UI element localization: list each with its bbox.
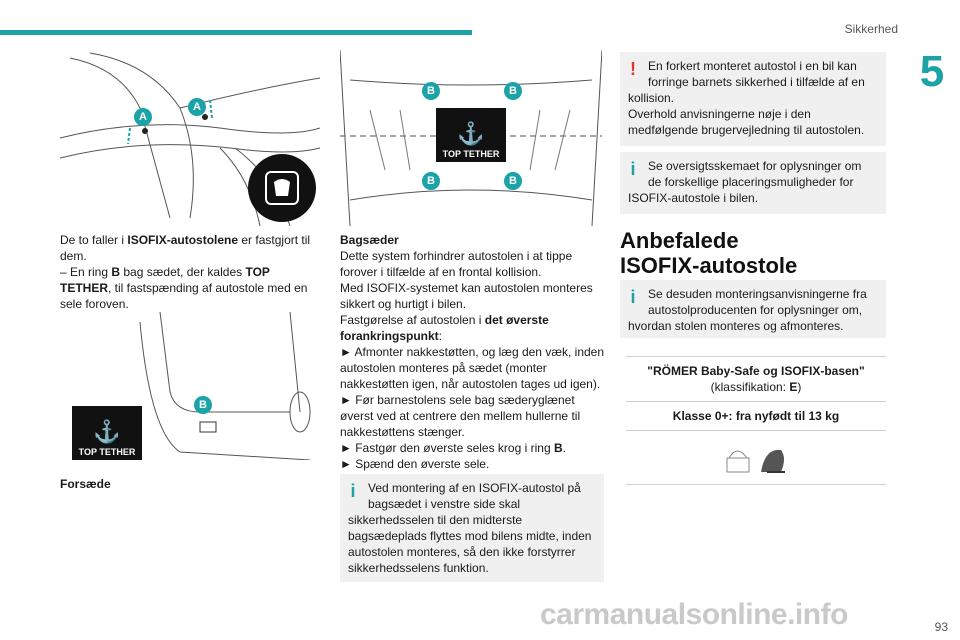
- header-accent-bar: [0, 30, 472, 35]
- ring-b-marker-top-right: B: [504, 82, 522, 100]
- step-4: ► Spænd den øverste sele.: [340, 457, 490, 471]
- manufacturer-info-box: i Se desuden monteringsanvisningerne fra autostolproducenten for oplysninger om, hvordan stolen monteres og afmonteres.: [620, 280, 886, 338]
- anchor-a-marker-right: A: [188, 98, 206, 116]
- watermark: carmanualsonline.info: [540, 598, 848, 631]
- table-image-row: [626, 431, 886, 485]
- warning-box: ! En forkert monteret autostol i en bil kan forringe barnets sikkerhed i tilfælde af en kollision. Overhold anvisningerne nøje i den medfølgende brugervejledning til autostolen.: [620, 52, 886, 146]
- anchor-a-point-left: [142, 128, 148, 134]
- seatbelt-info-box: i Ved montering af en ISOFIX-autostol på bagsædet i venstre side skal sikkerhedsselen til den midterste bagsædeplads flyttes mod bilens midte, inden autostolen monteres, så den ikke forstyrrer sikkerhedsselens funktion.: [340, 474, 604, 582]
- rear-seats-line-3: Fastgørelse af autostolen i det øverste forankringspunkt:: [340, 313, 549, 343]
- anchor-icon: ⚓: [457, 121, 485, 146]
- isofix-rings-paragraph: De to faller i ISOFIX-autostolene er fastgjort til dem.: [60, 233, 311, 263]
- step-1: ► Afmonter nakkestøtten, og læg den væk, inden autostolen monteres på sædet (monter nakkestøtten igen, når autostolen tages ud igen).: [340, 345, 605, 391]
- rear-seats-isofix-illustration: [340, 50, 602, 226]
- middle-text: [340, 232, 606, 472]
- ring-b-marker-bottom-left: B: [422, 172, 440, 190]
- info-icon: i: [630, 287, 636, 307]
- warning-icon: !: [630, 59, 636, 79]
- rear-seats-line-2: Med ISOFIX-systemet kan autostolen monteres sikkert og hurtigt i bilen.: [340, 281, 593, 311]
- ring-b-marker-front: B: [194, 396, 212, 414]
- placement-info-box: i Se oversigtsskemaet for oplysninger om de forskellige placeringsmuligheder for ISOFIX-autostole i bilen.: [620, 152, 886, 214]
- table-title-row: "RÖMER Baby-Safe og ISOFIX-basen" (klassifikation: E): [626, 357, 886, 402]
- ring-b-marker-bottom-right: B: [504, 172, 522, 190]
- table-class-row: Klasse 0+: fra nyfødt til 13 kg: [626, 402, 886, 431]
- section-title: Sikkerhed: [844, 22, 898, 36]
- rear-seats-line-1: Dette system forhindrer autostolen i at tippe forover i tilfælde af en frontal kollision.: [340, 249, 573, 279]
- baby-seat-image: [721, 438, 791, 478]
- anchor-icon: ⚓: [93, 419, 121, 444]
- left-text: [60, 232, 322, 312]
- top-tether-badge-front: ⚓ TOP TETHER: [72, 406, 142, 460]
- chapter-number: 5: [919, 47, 945, 96]
- page-number: 93: [934, 620, 948, 634]
- recommended-seats-heading: Anbefalede ISOFIX-autostole: [620, 228, 798, 278]
- rear-seats-heading: Bagsæder: [340, 233, 399, 247]
- top-tether-paragraph: – En ring B bag sædet, der kaldes TOP TETHER, til fastspænding af autostole med en sele foroven.: [60, 265, 308, 311]
- front-seat-isofix-illustration: [60, 48, 320, 226]
- top-tether-badge-rear: ⚓ TOP TETHER: [436, 108, 506, 162]
- front-seat-caption: Forsæde: [60, 477, 111, 491]
- ring-b-marker-top-left: B: [422, 82, 440, 100]
- step-2: ► Før barnestolens sele bag sæderyglænet øverst ved at centrere den mellem hullerne til nakkestøttens stænger.: [340, 393, 581, 439]
- info-icon: i: [350, 481, 356, 501]
- top-tether-ring-illustration: [60, 312, 320, 460]
- info-icon: i: [630, 159, 636, 179]
- anchor-a-point-right: [202, 114, 208, 120]
- anchor-a-marker-left: A: [134, 108, 152, 126]
- step-3: ► Fastgør den øverste seles krog i ring B.: [340, 441, 566, 455]
- recommended-seat-table: [626, 356, 886, 485]
